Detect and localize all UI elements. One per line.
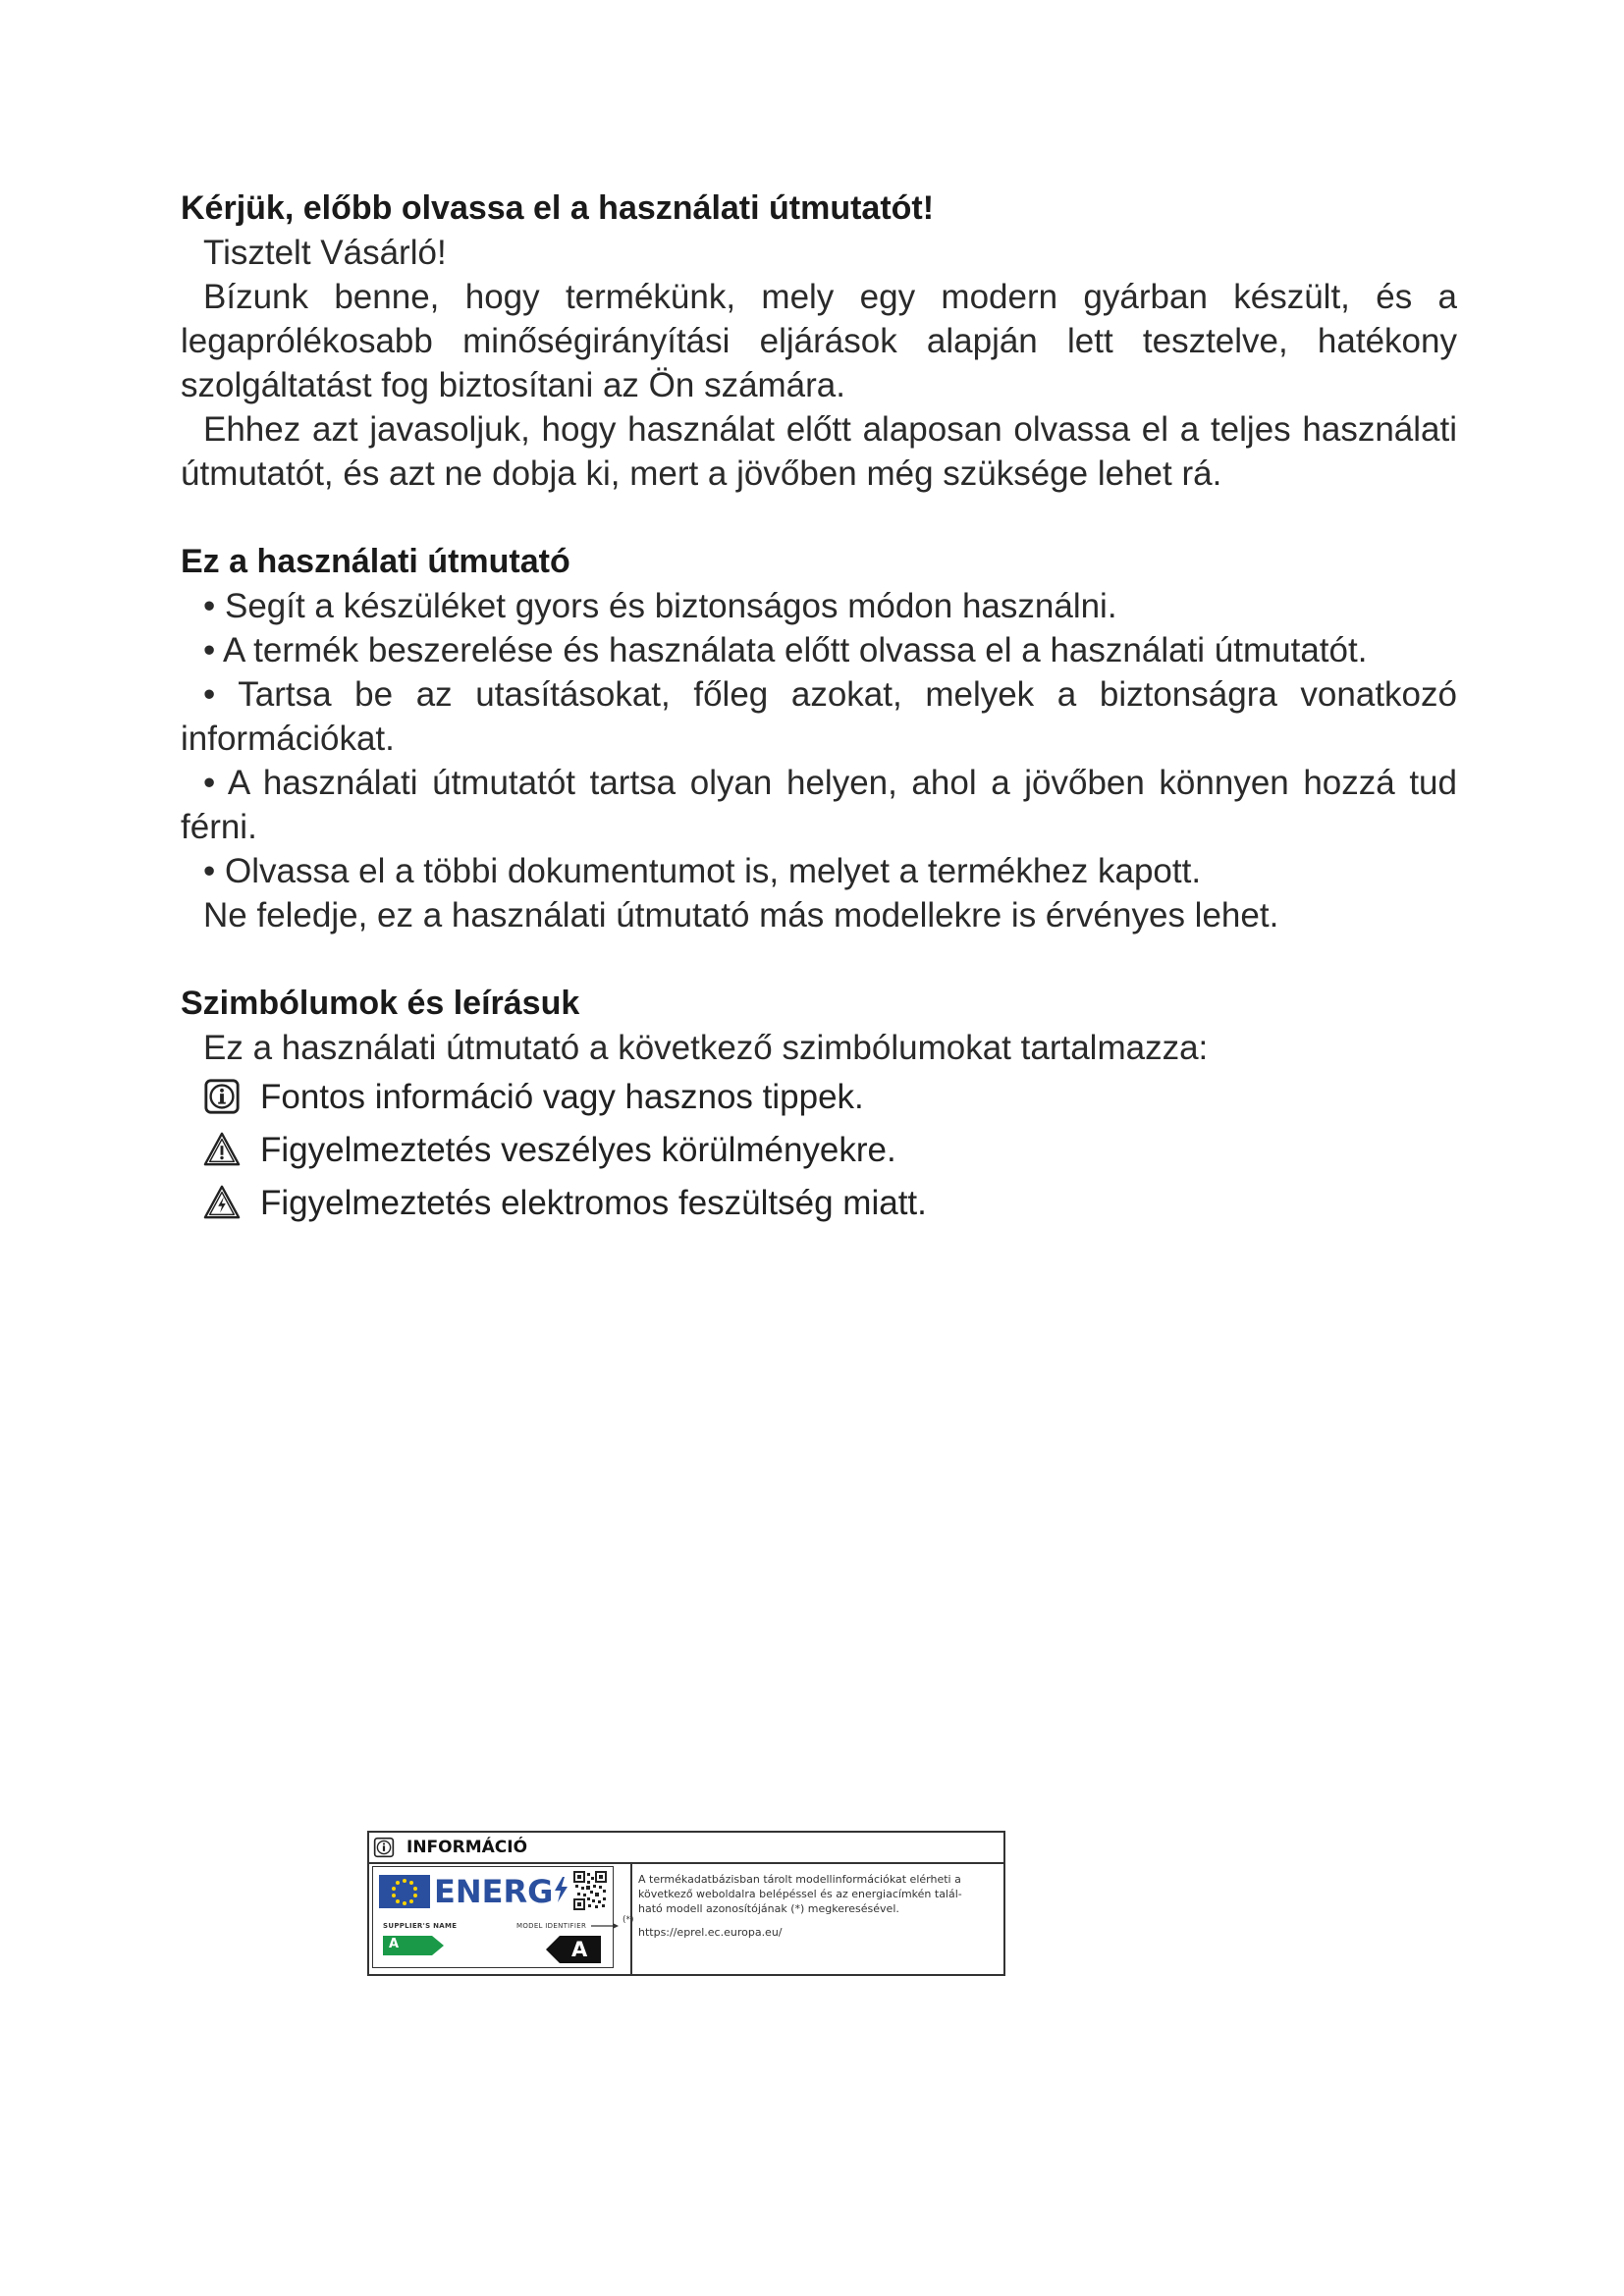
guide-bullet: • Olvassa el a többi dokumentumot is, melyet a termékhez kapott. [203,852,1202,890]
info-box-header [369,1833,1003,1864]
information-box [367,1831,1005,1976]
guide-bullet: • A használati útmutatót tartsa olyan helyen, ahol a jövőben könnyen hozzá tud férni. [181,764,1457,846]
eprel-link[interactable]: https://eprel.ec.europa.eu/ [638,1926,783,1939]
electric-warning-icon [203,1184,241,1221]
energy-label [372,1866,614,1968]
qr-code-icon [573,1871,607,1910]
warning-icon [203,1131,241,1168]
symbols-intro: Ez a használati útmutató a következő szimbólumokat tartalmazza: [203,1029,1209,1067]
symbol-text: Fontos információ vagy hasznos tippek. [260,1077,864,1116]
info-box-title: INFORMÁCIÓ [406,1838,528,1857]
info-icon [373,1837,395,1858]
symbol-row [181,1176,1457,1229]
intro-paragraph-2: Ehhez azt javasoljuk, hogy használat előtt alaposan olvassa el a teljes használati útmutatót, és azt ne dobja ki, mert a jövőben még szüksége lehet rá. [181,410,1457,493]
manual-page [181,187,1457,1229]
symbols-heading: Szimbólumok és leírásuk [181,985,580,1022]
model-identifier-label: MODEL IDENTIFIER [516,1922,587,1930]
greeting: Tisztelt Vásárló! [203,234,447,272]
guide-bullet: • Segít a készüléket gyors és biztonságos módon használni. [203,587,1117,625]
energy-word: ENERG [434,1873,568,1910]
symbol-row [181,1070,1457,1123]
guide-heading: Ez a használati útmutató [181,543,570,580]
energy-class-indicator [546,1936,601,1963]
guide-note: Ne feledje, ez a használati útmutató más modellekre is érvényes lehet. [203,896,1279,934]
intro-paragraph-1: Bízunk benne, hogy termékünk, mely egy modern gyárban készült, és a legaprólékosabb minőségirányítási eljárások alapján lett tesztelve, hatékony szolgáltatást fog biztosítani az Ön számára. [181,278,1457,404]
info-text-area [632,1864,1003,1976]
energy-class-letter: A [571,1938,588,1961]
symbol-text: Figyelmeztetés veszélyes körülményekre. [260,1130,896,1169]
energy-class-scale-letter: A [389,1937,400,1951]
info-icon [203,1078,241,1115]
intro-heading: Kérjük, előbb olvassa el a használati útmutatót! [181,189,935,227]
energy-bolt-icon [553,1877,568,1902]
supplier-name-label: SUPPLIER'S NAME [383,1922,458,1930]
symbol-row [181,1123,1457,1176]
eu-flag-icon [379,1875,430,1908]
energy-class-scale-bar [383,1936,444,1955]
guide-bullet: • A termék beszerelése és használata előtt olvassa el a használati útmutatót. [203,631,1368,669]
symbol-text: Figyelmeztetés elektromos feszültség miatt. [260,1183,927,1222]
asterisk-marker: (*) [623,1915,634,1925]
info-text-line: A termékadatbázisban tárolt modellinformációkat elérheti a [638,1873,961,1886]
guide-bullet: • Tartsa be az utasításokat, főleg azokat, melyek a biztonságra vonatkozó információkat. [181,675,1457,758]
info-text-line: következő weboldalra belépéssel és az energiacímkén talál- [638,1888,962,1900]
info-text-line: ható modell azonosítójának (*) megkeresésével. [638,1902,899,1915]
arrow-right-icon [591,1921,621,1931]
energy-label-area [369,1864,632,1976]
